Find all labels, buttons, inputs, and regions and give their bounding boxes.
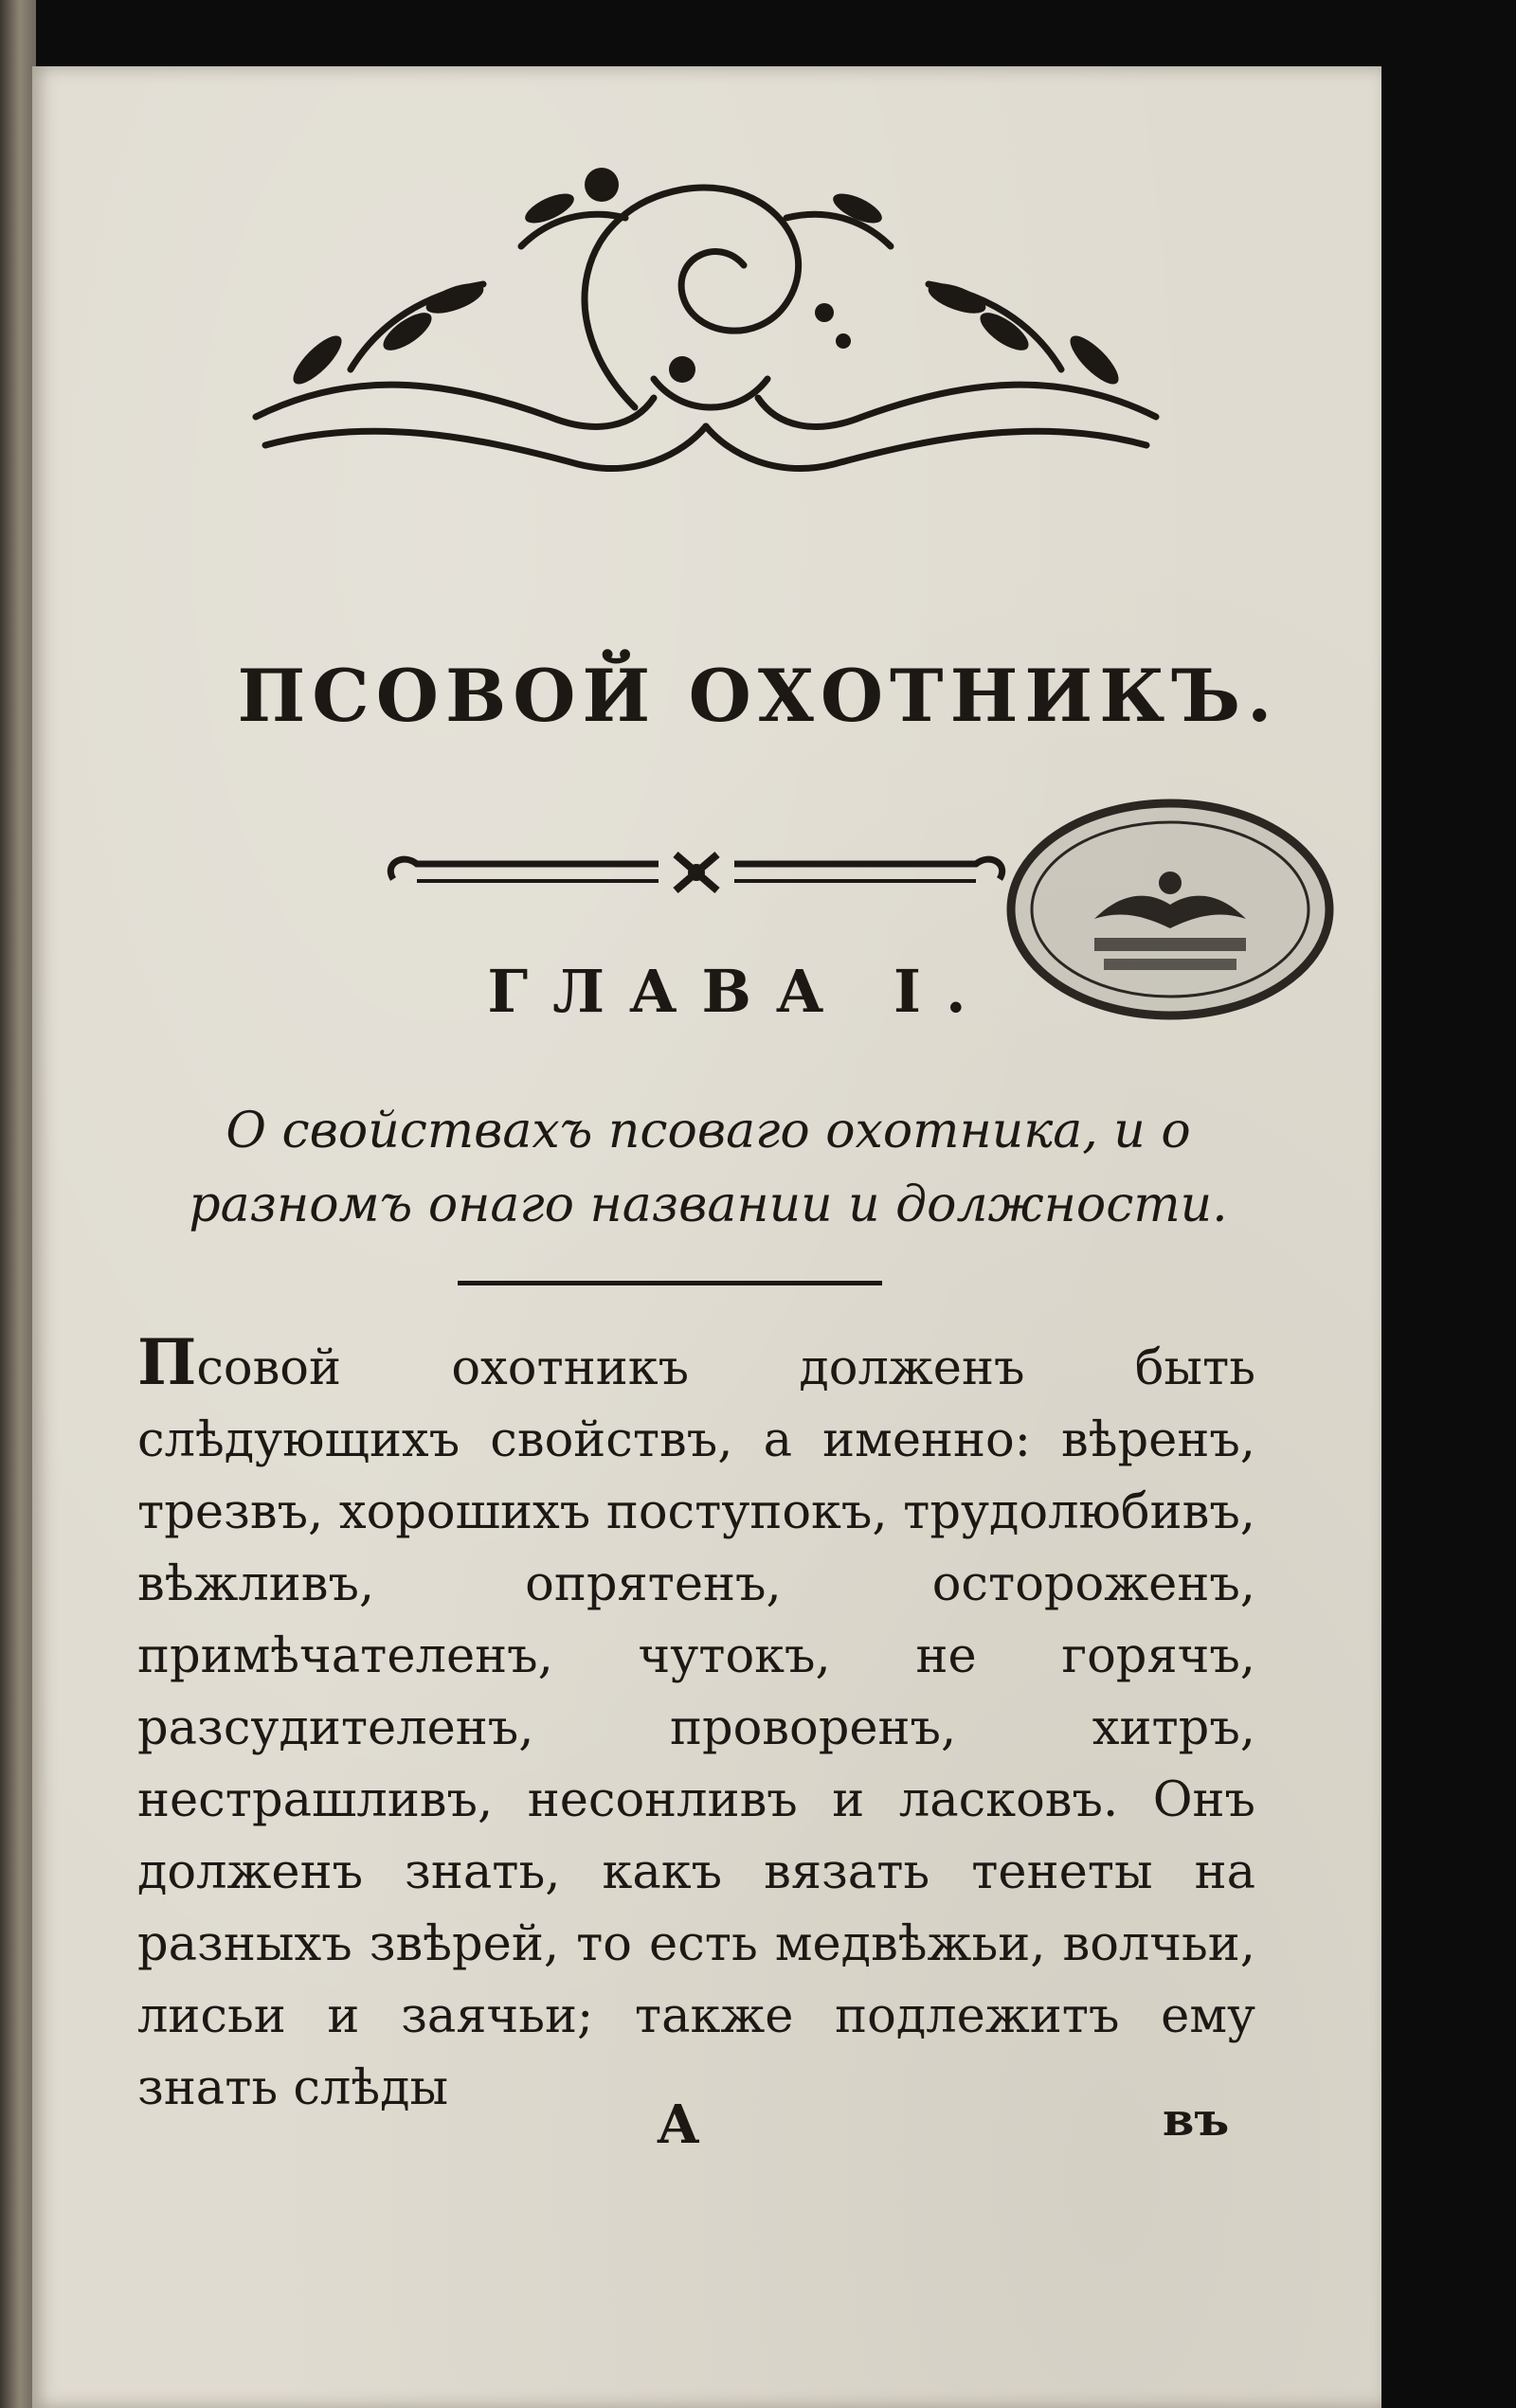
horizontal-rule bbox=[458, 1281, 882, 1285]
body-text: совой охотникъ долженъ быть слѣдующихъ свойствъ, а именно: вѣренъ, трезвъ, хорошихъ поступокъ, трудолюбивъ, вѣжливъ, опрятенъ, остороженъ, примѣчателенъ, чутокъ, не горячъ, разсудителенъ, проворенъ, хитръ, нестрашливъ, несонливъ и ласковъ. Онъ долженъ знать, какъ вязать тенеты на разныхъ звѣрей, то есть медвѣжьи, волчьи, лисьи и заячьи; также подлежитъ ему знать слѣды bbox=[137, 1340, 1255, 2116]
body-paragraph bbox=[137, 1326, 1255, 2125]
page-title: ПСОВОЙ ОХОТНИКЪ. bbox=[237, 654, 1279, 738]
facing-page-edge bbox=[0, 0, 36, 2408]
drop-initial: П bbox=[137, 1325, 197, 1399]
ornamental-divider bbox=[374, 843, 1019, 909]
chapter-subtitle: О свойствахъ псоваго охотника, и о разномъ онаго названии и должности. bbox=[189, 1103, 1228, 1233]
catchword: въ bbox=[1163, 2094, 1230, 2147]
chapter-heading: ГЛАВА I. bbox=[487, 957, 991, 1026]
ornamental-headpiece bbox=[237, 133, 1175, 512]
library-stamp bbox=[1004, 796, 1336, 1023]
signature-mark: А bbox=[657, 2094, 700, 2156]
